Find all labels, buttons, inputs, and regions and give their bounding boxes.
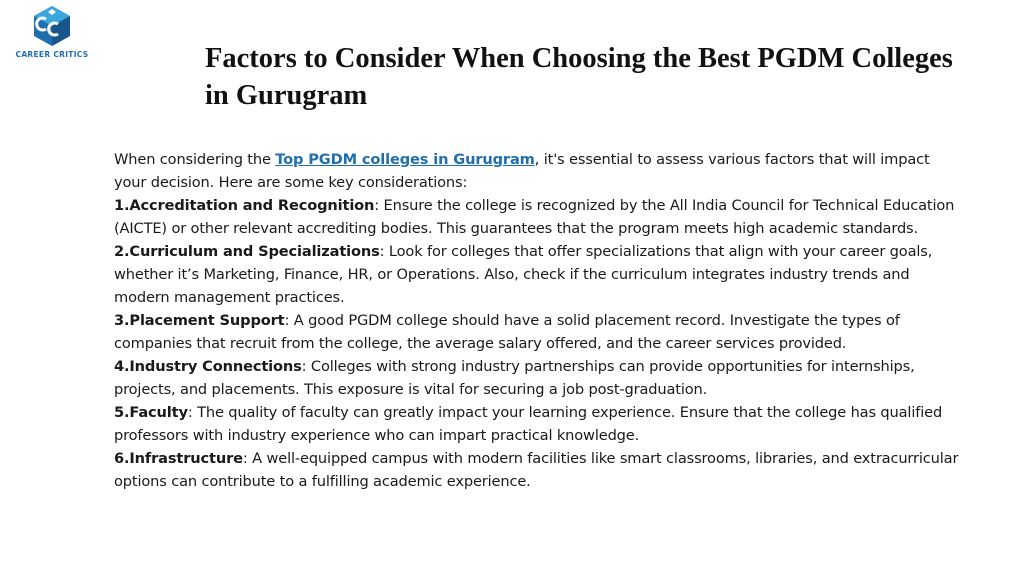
point-heading: 3.Placement Support [114,312,285,329]
point-heading: 2.Curriculum and Specializations [114,243,380,260]
point-item [114,401,964,447]
point-item [114,309,964,355]
point-heading: 1.Accreditation and Recognition [114,197,375,214]
page-title: Factors to Consider When Choosing the Best PGDM Colleges in Gurugram [205,43,953,111]
point-item [114,240,964,309]
point-heading: 6.Infrastructure [114,450,243,467]
article-body [114,148,964,493]
top-pgdm-colleges-link[interactable]: Top PGDM colleges in Gurugram [275,151,535,168]
logo-wordmark: CAREER CRITICS [15,50,89,59]
intro-text-before: When considering the [114,151,276,168]
career-critics-logo [10,4,94,64]
point-heading: 5.Faculty [114,404,188,421]
point-item [114,355,964,401]
point-item [114,194,964,240]
point-text: : The quality of faculty can greatly impact your learning experience. Ensure that the college has qualified professors with industry experience who can impart practical knowledge. [114,404,943,444]
point-text: : Look for colleges that offer specializations that align with your career goals, whether it’s Marketing, Finance, HR, or Operations. Also, check if the curriculum integrates industry trends and modern management practices. [114,243,933,306]
point-heading: 4.Industry Connections [114,358,302,375]
logo-cube-icon [30,4,74,48]
point-item [114,447,964,493]
point-text: : A good PGDM college should have a solid placement record. Investigate the types of companies that recruit from the college, the average salary offered, and the career services provided. [114,312,900,352]
intro-paragraph [114,148,964,194]
intro-text-after: , it's essential to assess various factors that will impact your decision. Here are some key considerations: [114,151,930,191]
point-text: : A well-equipped campus with modern facilities like smart classrooms, libraries, and extracurricular options can contribute to a fulfilling academic experience. [114,450,959,490]
point-text: : Colleges with strong industry partnerships can provide opportunities for internships, projects, and placements. This exposure is vital for securing a job post-graduation. [114,358,915,398]
point-text: : Ensure the college is recognized by the All India Council for Technical Education (AICTE) or other relevant accrediting bodies. This guarantees that the program meets high academic standards. [114,197,955,237]
